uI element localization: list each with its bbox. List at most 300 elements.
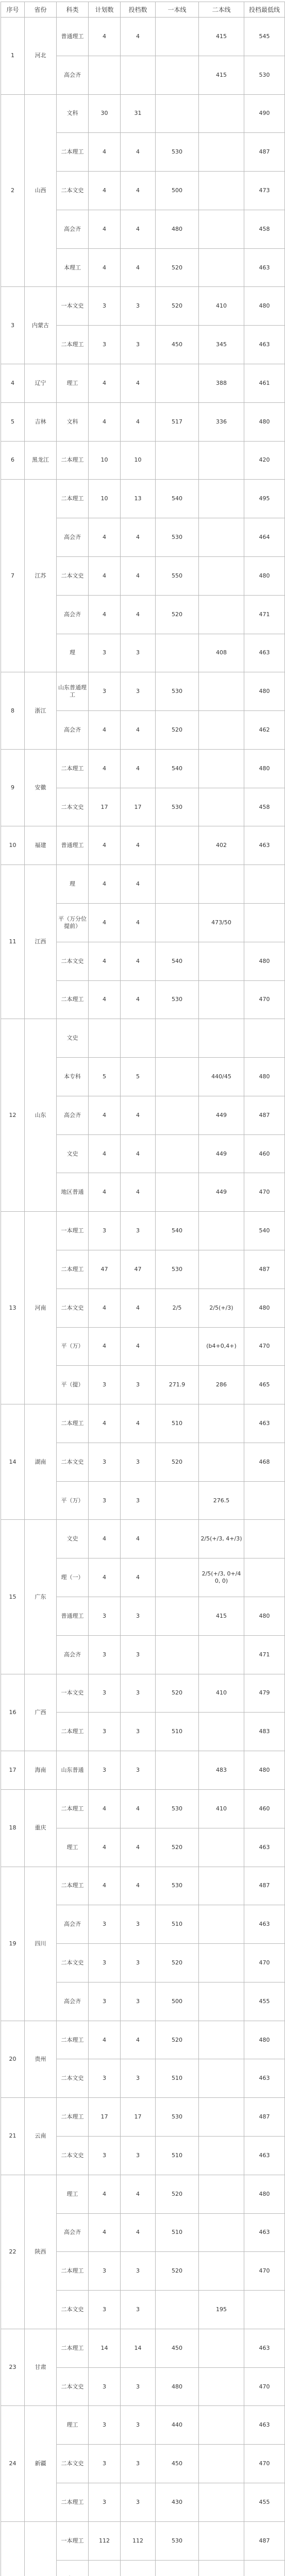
min-score-cell: 463 xyxy=(244,2329,285,2367)
first-tier-line-cell: 520 xyxy=(156,595,199,634)
admitted-count-cell: 3 xyxy=(121,1751,156,1790)
min-score-cell: 455 xyxy=(244,1982,285,2021)
min-score-cell: 487 xyxy=(244,133,285,172)
province-number-cell: 17 xyxy=(1,1751,25,1790)
admitted-count-cell: 4 xyxy=(121,18,156,56)
province-number-cell: 16 xyxy=(1,1674,25,1751)
plan-count-cell: 4 xyxy=(89,2021,121,2059)
second-tier-line-cell: 2/5(+/3) xyxy=(199,1289,244,1327)
province-number-cell: 2 xyxy=(1,94,25,287)
second-tier-line-cell xyxy=(199,2560,244,2576)
category-cell: 本理工 xyxy=(57,248,89,287)
plan-count-cell: 3 xyxy=(89,1944,121,1982)
table-row xyxy=(1,402,285,441)
min-score-cell xyxy=(244,1481,285,1520)
second-tier-line-cell xyxy=(199,2252,244,2291)
table-row xyxy=(1,441,285,480)
admitted-count-cell: 3 xyxy=(121,1905,156,1944)
province-number-cell: 14 xyxy=(1,1404,25,1520)
category-cell: 理 xyxy=(57,634,89,672)
plan-count-cell: 4 xyxy=(89,2175,121,2213)
admitted-count-cell: 3 xyxy=(121,2445,156,2483)
plan-count-cell: 4 xyxy=(89,1289,121,1327)
province-name-cell: 云南 xyxy=(25,2098,57,2175)
table-row xyxy=(1,1751,285,1790)
category-cell: 二本文史 xyxy=(57,2445,89,2483)
second-tier-line-cell: 415 xyxy=(199,18,244,56)
plan-count-cell: 10 xyxy=(89,480,121,518)
province-name-cell: 浙江 xyxy=(25,672,57,750)
category-cell: 二本文史 xyxy=(57,1289,89,1327)
plan-count-cell: 3 xyxy=(89,634,121,672)
plan-count-cell: 4 xyxy=(89,248,121,287)
second-tier-line-cell xyxy=(199,2483,244,2522)
admitted-count-cell: 3 xyxy=(121,1944,156,1982)
province-number-cell xyxy=(1,2521,25,2576)
category-cell: 二本文史 xyxy=(57,2367,89,2406)
category-cell: 山东普通 xyxy=(57,1751,89,1790)
admitted-count-cell: 3 xyxy=(121,2136,156,2175)
second-tier-line-cell xyxy=(199,2367,244,2406)
first-tier-line-cell xyxy=(156,1173,199,1212)
category-cell: 平（万） xyxy=(57,1327,89,1366)
table-header-row xyxy=(1,2,285,18)
admitted-count-cell: 17 xyxy=(121,2098,156,2137)
second-tier-line-cell xyxy=(199,711,244,750)
second-tier-line-cell xyxy=(199,1404,244,1443)
header-cell: 省份 xyxy=(25,2,57,18)
min-score-cell: 470 xyxy=(244,1173,285,1212)
province-name-cell: 广东 xyxy=(25,1520,57,1674)
min-score-cell: 487 xyxy=(244,1867,285,1905)
admitted-count-cell: 3 xyxy=(121,634,156,672)
province-number-cell: 3 xyxy=(1,287,25,364)
category-cell: 二本文史 xyxy=(57,942,89,980)
plan-count-cell: 3 xyxy=(89,1597,121,1636)
first-tier-line-cell: 500 xyxy=(156,1982,199,2021)
second-tier-line-cell xyxy=(199,2175,244,2213)
admitted-count-cell: 4 xyxy=(121,1789,156,1828)
min-score-cell: 463 xyxy=(244,326,285,364)
plan-count-cell: 4 xyxy=(89,1520,121,1558)
min-score-cell: 464 xyxy=(244,518,285,557)
plan-count-cell: 3 xyxy=(89,326,121,364)
category-cell xyxy=(57,2560,89,2576)
admitted-count-cell: 4 xyxy=(121,1173,156,1212)
second-tier-line-cell xyxy=(199,2445,244,2483)
plan-count-cell: 4 xyxy=(89,595,121,634)
category-cell: 高会齐 xyxy=(57,518,89,557)
first-tier-line-cell: 500 xyxy=(156,172,199,210)
plan-count-cell: 4 xyxy=(89,903,121,942)
admitted-count-cell: 4 xyxy=(121,402,156,441)
province-number-cell: 21 xyxy=(1,2098,25,2175)
category-cell: 二本理工 xyxy=(57,133,89,172)
table-row xyxy=(1,1674,285,1713)
admitted-count-cell: 5 xyxy=(121,1058,156,1096)
category-cell: 文史 xyxy=(57,1520,89,1558)
admitted-count-cell: 3 xyxy=(121,326,156,364)
header-cell: 投档最低线 xyxy=(244,2,285,18)
province-name-cell: 江苏 xyxy=(25,480,57,672)
province-number-cell: 8 xyxy=(1,672,25,750)
province-number-cell: 10 xyxy=(1,826,25,865)
min-score-cell: 463 xyxy=(244,1828,285,1867)
first-tier-line-cell xyxy=(156,865,199,904)
plan-count-cell xyxy=(89,56,121,94)
province-name-cell: 湖南 xyxy=(25,1404,57,1520)
min-score-cell: 480 xyxy=(244,1289,285,1327)
min-score-cell xyxy=(244,903,285,942)
admitted-count-cell: 14 xyxy=(121,2329,156,2367)
admitted-count-cell: 3 xyxy=(121,2406,156,2445)
min-score-cell: 530 xyxy=(244,56,285,94)
second-tier-line-cell xyxy=(199,1982,244,2021)
second-tier-line-cell: 449 xyxy=(199,1173,244,1212)
second-tier-line-cell xyxy=(199,749,244,788)
second-tier-line-cell xyxy=(199,865,244,904)
first-tier-line-cell: 530 xyxy=(156,2098,199,2137)
province-number-cell: 6 xyxy=(1,441,25,480)
min-score-cell: 463 xyxy=(244,248,285,287)
table-row xyxy=(1,364,285,403)
min-score-cell: 455 xyxy=(244,2483,285,2522)
category-cell: 二本理工 xyxy=(57,2483,89,2522)
province-number-cell: 18 xyxy=(1,1789,25,1867)
admitted-count-cell: 3 xyxy=(121,1481,156,1520)
plan-count-cell: 5 xyxy=(89,1058,121,1096)
plan-count-cell: 3 xyxy=(89,1751,121,1790)
second-tier-line-cell xyxy=(199,1905,244,1944)
min-score-cell xyxy=(244,1520,285,1558)
first-tier-line-cell: 520 xyxy=(156,248,199,287)
min-score-cell: 470 xyxy=(244,980,285,1019)
province-number-cell: 24 xyxy=(1,2406,25,2521)
second-tier-line-cell xyxy=(199,441,244,480)
min-score-cell: 463 xyxy=(244,2136,285,2175)
table-body xyxy=(1,18,285,2576)
first-tier-line-cell: 530 xyxy=(156,672,199,711)
admitted-count-cell: 4 xyxy=(121,133,156,172)
province-number-cell: 1 xyxy=(1,18,25,95)
second-tier-line-cell xyxy=(199,595,244,634)
min-score-cell: 487 xyxy=(244,2521,285,2560)
first-tier-line-cell xyxy=(156,1019,199,1058)
min-score-cell: 463 xyxy=(244,1905,285,1944)
first-tier-line-cell xyxy=(156,94,199,133)
province-number-cell: 7 xyxy=(1,480,25,672)
category-cell: 二本理工 xyxy=(57,1404,89,1443)
province-number-cell: 20 xyxy=(1,2021,25,2098)
table-row xyxy=(1,1019,285,1058)
first-tier-line-cell: 530 xyxy=(156,518,199,557)
second-tier-line-cell: 410 xyxy=(199,287,244,326)
plan-count-cell: 4 xyxy=(89,865,121,904)
province-number-cell: 9 xyxy=(1,749,25,826)
first-tier-line-cell xyxy=(156,56,199,94)
table-row xyxy=(1,2406,285,2445)
second-tier-line-cell: 440/45 xyxy=(199,1058,244,1096)
table-row xyxy=(1,18,285,56)
admitted-count-cell: 4 xyxy=(121,2175,156,2213)
second-tier-line-cell: 388 xyxy=(199,364,244,403)
plan-count-cell: 3 xyxy=(89,2252,121,2291)
category-cell: 地区普通 xyxy=(57,1173,89,1212)
min-score-cell: 480 xyxy=(244,402,285,441)
header-cell: 二本线 xyxy=(199,2,244,18)
min-score-cell xyxy=(244,2560,285,2576)
province-name-cell: 新疆 xyxy=(25,2406,57,2521)
min-score-cell: 465 xyxy=(244,1366,285,1404)
min-score-cell: 463 xyxy=(244,2406,285,2445)
admitted-count-cell: 4 xyxy=(121,2213,156,2252)
table-row xyxy=(1,2175,285,2213)
province-number-cell: 22 xyxy=(1,2175,25,2329)
plan-count-cell: 4 xyxy=(89,2213,121,2252)
plan-count-cell: 4 xyxy=(89,1173,121,1212)
second-tier-line-cell xyxy=(199,1944,244,1982)
table-row xyxy=(1,94,285,133)
second-tier-line-cell xyxy=(199,1713,244,1751)
plan-count-cell: 3 xyxy=(89,1443,121,1481)
table-row xyxy=(1,1789,285,1828)
admitted-count-cell: 3 xyxy=(121,1443,156,1481)
second-tier-line-cell xyxy=(199,1828,244,1867)
plan-count-cell: 4 xyxy=(89,210,121,248)
category-cell: 二本理工 xyxy=(57,326,89,364)
category-cell: 理工 xyxy=(57,2175,89,2213)
min-score-cell xyxy=(244,1019,285,1058)
province-name-cell: 四川 xyxy=(25,1867,57,2021)
first-tier-line-cell: 510 xyxy=(156,2059,199,2098)
header-cell: 一本线 xyxy=(156,2,199,18)
min-score-cell: 487 xyxy=(244,1096,285,1134)
category-cell: 二本文史 xyxy=(57,2136,89,2175)
admitted-count-cell: 3 xyxy=(121,2059,156,2098)
plan-count-cell: 14 xyxy=(89,2329,121,2367)
first-tier-line-cell: 450 xyxy=(156,326,199,364)
category-cell: 文科 xyxy=(57,402,89,441)
plan-count-cell: 4 xyxy=(89,711,121,750)
admitted-count-cell: 4 xyxy=(121,210,156,248)
min-score-cell: 470 xyxy=(244,2445,285,2483)
category-cell: 一本文史 xyxy=(57,287,89,326)
admitted-count-cell: 112 xyxy=(121,2521,156,2560)
plan-count-cell: 4 xyxy=(89,749,121,788)
admitted-count-cell: 47 xyxy=(121,1250,156,1289)
plan-count-cell: 4 xyxy=(89,1327,121,1366)
second-tier-line-cell xyxy=(199,2059,244,2098)
second-tier-line-cell: 2/5(+/3, 0+/40, 0) xyxy=(199,1558,244,1597)
first-tier-line-cell: 520 xyxy=(156,2021,199,2059)
second-tier-line-cell: (b4+0,4+) xyxy=(199,1327,244,1366)
admitted-count-cell: 3 xyxy=(121,1982,156,2021)
min-score-cell: 480 xyxy=(244,749,285,788)
admitted-count-cell: 4 xyxy=(121,1520,156,1558)
plan-count-cell: 3 xyxy=(89,1982,121,2021)
plan-count-cell: 3 xyxy=(89,2059,121,2098)
first-tier-line-cell: 520 xyxy=(156,711,199,750)
first-tier-line-cell: 510 xyxy=(156,1713,199,1751)
province-number-cell: 23 xyxy=(1,2329,25,2406)
min-score-cell: 468 xyxy=(244,1443,285,1481)
category-cell: 二本文史 xyxy=(57,788,89,826)
min-score-cell xyxy=(244,1558,285,1597)
admitted-count-cell xyxy=(121,56,156,94)
first-tier-line-cell xyxy=(156,903,199,942)
plan-count-cell: 3 xyxy=(89,1713,121,1751)
admitted-count-cell: 4 xyxy=(121,865,156,904)
category-cell: 二本理工 xyxy=(57,749,89,788)
first-tier-line-cell: 530 xyxy=(156,1789,199,1828)
first-tier-line-cell: 530 xyxy=(156,1867,199,1905)
table-row xyxy=(1,2329,285,2367)
second-tier-line-cell xyxy=(199,1212,244,1250)
first-tier-line-cell xyxy=(156,826,199,865)
category-cell: 二本文史 xyxy=(57,172,89,210)
admitted-count-cell: 4 xyxy=(121,1867,156,1905)
category-cell: 文史 xyxy=(57,1019,89,1058)
admitted-count-cell: 4 xyxy=(121,1327,156,1366)
plan-count-cell: 4 xyxy=(89,172,121,210)
first-tier-line-cell xyxy=(156,1558,199,1597)
first-tier-line-cell xyxy=(156,634,199,672)
admitted-count-cell: 4 xyxy=(121,556,156,595)
min-score-cell xyxy=(244,865,285,904)
second-tier-line-cell xyxy=(199,672,244,711)
first-tier-line-cell: 480 xyxy=(156,210,199,248)
min-score-cell: 463 xyxy=(244,826,285,865)
min-score-cell: 479 xyxy=(244,1674,285,1713)
first-tier-line-cell: 540 xyxy=(156,1212,199,1250)
second-tier-line-cell xyxy=(199,1635,244,1674)
min-score-cell: 471 xyxy=(244,595,285,634)
admitted-count-cell xyxy=(121,1019,156,1058)
province-name-cell: 内蒙古 xyxy=(25,287,57,364)
min-score-cell: 480 xyxy=(244,556,285,595)
min-score-cell: 480 xyxy=(244,2021,285,2059)
plan-count-cell: 4 xyxy=(89,518,121,557)
category-cell: 理工 xyxy=(57,1828,89,1867)
admitted-count-cell: 3 xyxy=(121,2252,156,2291)
first-tier-line-cell: 530 xyxy=(156,788,199,826)
category-cell: 二本理工 xyxy=(57,1867,89,1905)
first-tier-line-cell xyxy=(156,2560,199,2576)
admitted-count-cell: 13 xyxy=(121,480,156,518)
second-tier-line-cell xyxy=(199,480,244,518)
admitted-count-cell: 4 xyxy=(121,1096,156,1134)
admitted-count-cell: 3 xyxy=(121,1713,156,1751)
category-cell: 二本理工 xyxy=(57,2252,89,2291)
second-tier-line-cell: 276.5 xyxy=(199,1481,244,1520)
second-tier-line-cell xyxy=(199,210,244,248)
plan-count-cell xyxy=(89,1019,121,1058)
first-tier-line-cell xyxy=(156,1751,199,1790)
plan-count-cell: 4 xyxy=(89,826,121,865)
admitted-count-cell: 4 xyxy=(121,1289,156,1327)
first-tier-line-cell: 510 xyxy=(156,1905,199,1944)
category-cell: 山东普通理工 xyxy=(57,672,89,711)
second-tier-line-cell: 410 xyxy=(199,1789,244,1828)
plan-count-cell: 4 xyxy=(89,942,121,980)
first-tier-line-cell xyxy=(156,1520,199,1558)
second-tier-line-cell xyxy=(199,942,244,980)
plan-count-cell: 4 xyxy=(89,133,121,172)
table-row xyxy=(1,2521,285,2560)
category-cell: 二本理工 xyxy=(57,980,89,1019)
plan-count-cell: 3 xyxy=(89,2406,121,2445)
min-score-cell: 470 xyxy=(244,1327,285,1366)
province-name-cell: 江西 xyxy=(25,865,57,1019)
province-name-cell: 吉林 xyxy=(25,402,57,441)
category-cell: 平（万） xyxy=(57,1481,89,1520)
admitted-count-cell: 4 xyxy=(121,942,156,980)
min-score-cell: 487 xyxy=(244,2098,285,2137)
plan-count-cell: 47 xyxy=(89,1250,121,1289)
second-tier-line-cell: 2/5(+/3, 4+/3) xyxy=(199,1520,244,1558)
plan-count-cell: 3 xyxy=(89,2136,121,2175)
plan-count-cell: 3 xyxy=(89,2445,121,2483)
category-cell: 二本文史 xyxy=(57,2291,89,2329)
min-score-cell: 470 xyxy=(244,2367,285,2406)
category-cell: 高会齐 xyxy=(57,1982,89,2021)
admitted-count-cell: 4 xyxy=(121,903,156,942)
admitted-count-cell: 3 xyxy=(121,1212,156,1250)
table-row xyxy=(1,1404,285,1443)
second-tier-line-cell xyxy=(199,172,244,210)
min-score-cell: 540 xyxy=(244,1212,285,1250)
category-cell: 二本文史 xyxy=(57,1443,89,1481)
category-cell: 平（提） xyxy=(57,1366,89,1404)
category-cell: 本专科 xyxy=(57,1058,89,1096)
category-cell: 二本理工 xyxy=(57,2021,89,2059)
min-score-cell: 420 xyxy=(244,441,285,480)
admitted-count-cell: 4 xyxy=(121,1828,156,1867)
min-score-cell: 480 xyxy=(244,2175,285,2213)
second-tier-line-cell: 195 xyxy=(199,2291,244,2329)
admitted-count-cell: 4 xyxy=(121,2021,156,2059)
province-number-cell: 12 xyxy=(1,1019,25,1212)
province-name-cell: 河北 xyxy=(25,18,57,95)
first-tier-line-cell: 520 xyxy=(156,287,199,326)
admission-score-table xyxy=(1,2,285,2576)
plan-count-cell: 4 xyxy=(89,1134,121,1173)
admitted-count-cell: 4 xyxy=(121,1558,156,1597)
second-tier-line-cell xyxy=(199,1019,244,1058)
category-cell: 二本理工 xyxy=(57,1713,89,1751)
second-tier-line-cell xyxy=(199,248,244,287)
province-name-cell: 福建 xyxy=(25,826,57,865)
min-score-cell: 460 xyxy=(244,1134,285,1173)
province-number-cell: 11 xyxy=(1,865,25,1019)
min-score-cell: 480 xyxy=(244,672,285,711)
admitted-count-cell: 3 xyxy=(121,2483,156,2522)
admitted-count-cell: 3 xyxy=(121,2291,156,2329)
category-cell: 高会齐 xyxy=(57,1905,89,1944)
province-name-cell: 河南 xyxy=(25,1212,57,1404)
table-row xyxy=(1,672,285,711)
category-cell: 二本理工 xyxy=(57,480,89,518)
second-tier-line-cell: 410 xyxy=(199,1674,244,1713)
min-score-cell: 487 xyxy=(244,1250,285,1289)
category-cell: 二本文史 xyxy=(57,1944,89,1982)
second-tier-line-cell: 408 xyxy=(199,634,244,672)
category-cell: 高会齐 xyxy=(57,595,89,634)
second-tier-line-cell: 345 xyxy=(199,326,244,364)
first-tier-line-cell: 2/5 xyxy=(156,1289,199,1327)
category-cell: 高会齐 xyxy=(57,1635,89,1674)
category-cell: 高会齐 xyxy=(57,56,89,94)
